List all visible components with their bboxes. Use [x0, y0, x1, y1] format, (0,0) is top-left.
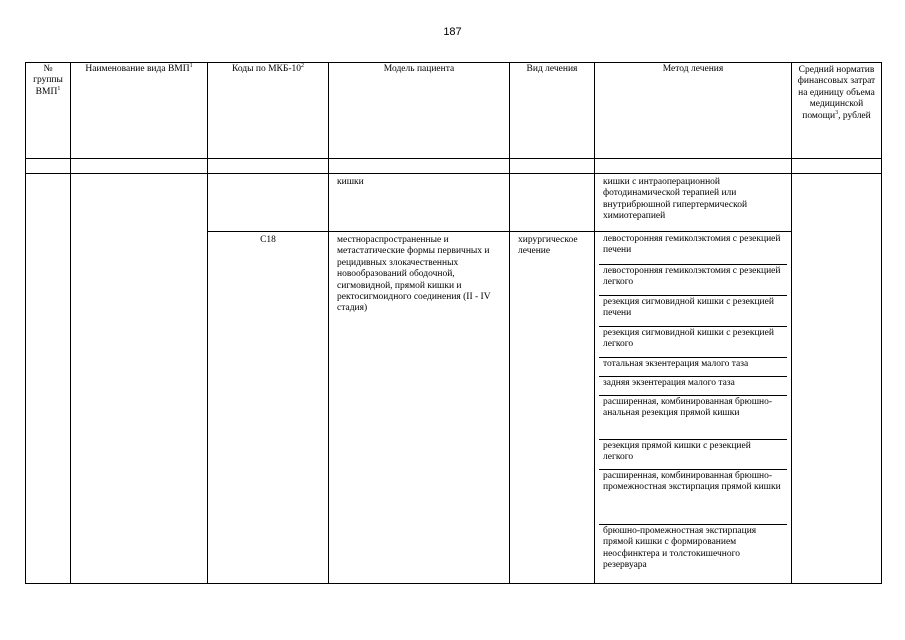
- method-item: левосторонняя гемиколэктомия с резекцией печени: [603, 234, 781, 256]
- method-item: расширенная, комбинированная брюшно-анальная резекция прямой кишки: [599, 395, 787, 439]
- header-model: Модель пациента: [329, 63, 510, 159]
- cell-cost: [792, 174, 882, 584]
- cell-method-cont: кишки с интраоперационной фотодинамической терапией или внутрибрюшной гипертермической химиотерапией: [595, 174, 792, 232]
- method-item: задняя экзентерация малого таза: [599, 376, 787, 395]
- cell-treatment-c18: хирургическое лечение: [510, 232, 595, 584]
- method-item: резекция сигмовидной кишки с резекцией печени: [599, 295, 787, 326]
- page-number: 187: [443, 26, 462, 38]
- cell-group-no: [26, 174, 71, 584]
- cell-model-c18: местнораспространенные и метастатические формы первичных и рецидивных злокачественных новообразований ободочной, сигмовидной, прямой кишки и ректосигмоидного соединения (II - IV стадия): [329, 232, 510, 584]
- cell-name: [71, 174, 208, 584]
- cell-model-cont: кишки: [329, 174, 510, 232]
- method-item: резекция прямой кишки с резекцией легкого: [599, 439, 787, 469]
- cell-codes-cont: [208, 174, 329, 232]
- header-treatment-type: Вид лечения: [510, 63, 595, 159]
- header-codes: Коды по МКБ-$10^2$: [208, 63, 329, 159]
- numbering-row: [26, 159, 882, 174]
- method-item: резекция сигмовидной кишки с резекцией легкого: [599, 326, 787, 357]
- header-row: [26, 63, 882, 159]
- method-item: расширенная, комбинированная брюшно-промежностная экстирпация прямой кишки: [599, 469, 787, 524]
- methods-list: [599, 233, 787, 582]
- continuation-row: [26, 174, 882, 232]
- method-item: левосторонняя гемиколэктомия с резекцией легкого: [599, 264, 787, 295]
- header-name: Наименование вида ВМП$^1$: [71, 63, 208, 159]
- header-group-no: № группы ВМП$^1$: [26, 63, 71, 159]
- header-method: Метод лечения: [595, 63, 792, 159]
- method-item: тотальная экзентерация малого таза: [599, 357, 787, 376]
- cell-treatment-cont: [510, 174, 595, 232]
- vmp-table: [25, 62, 882, 584]
- method-item: брюшно-промежностная экстирпация прямой кишки с формированием неосфинктера и толстокишечного резервуара: [599, 524, 787, 582]
- cell-code-c18: C18: [208, 232, 329, 584]
- header-cost: Средний норматив финансовых затрат на единицу объема медицинской помощи$^3$, рублей: [792, 63, 882, 159]
- cell-methods-c18: [595, 232, 792, 584]
